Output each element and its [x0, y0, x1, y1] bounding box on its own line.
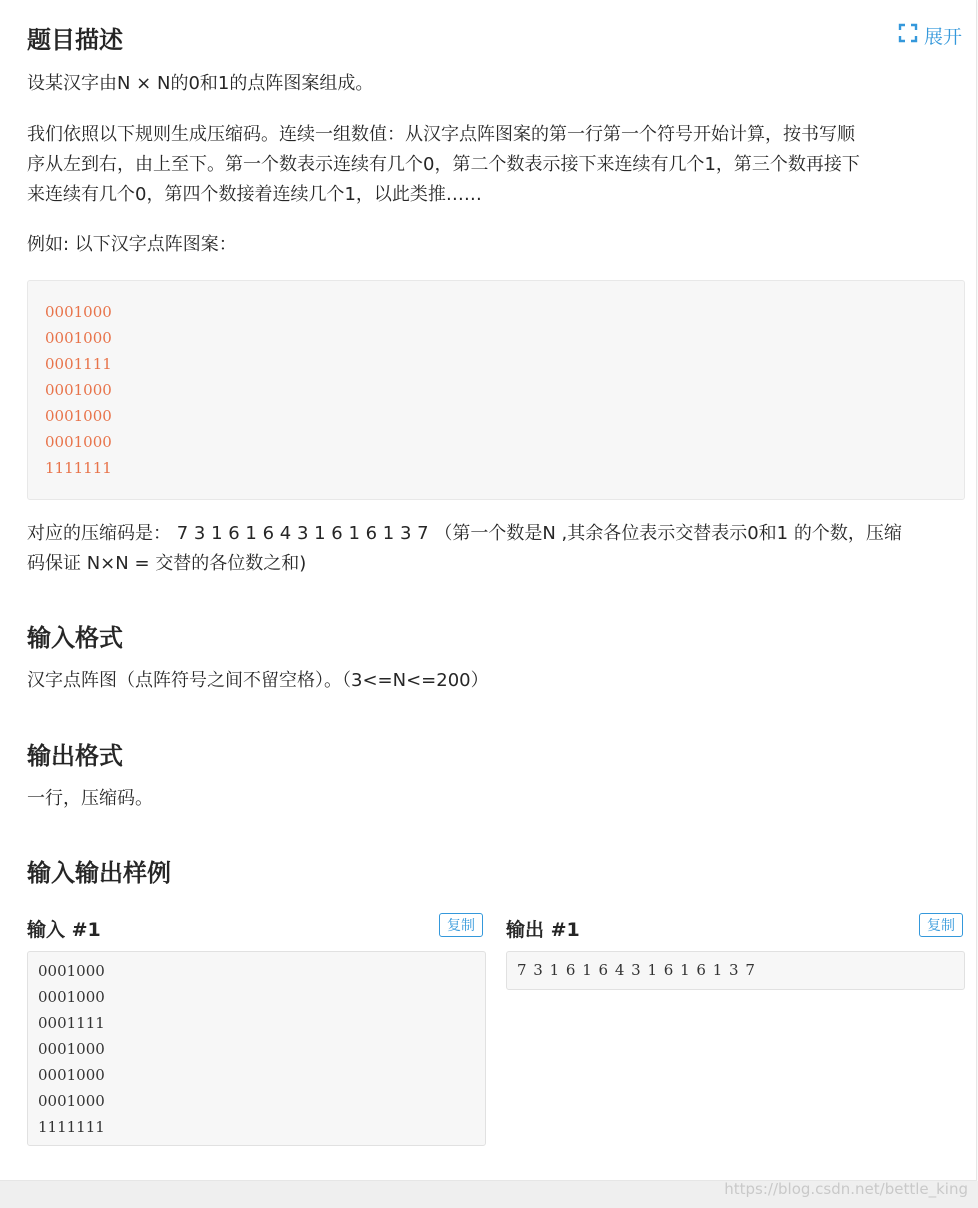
expand-button[interactable]: [898, 22, 962, 49]
example-line: 0001000: [45, 329, 112, 347]
output-format-text: 一行，压缩码。: [27, 788, 153, 809]
sample-input-line: 0001000: [38, 1066, 105, 1084]
output-format-title: 输出格式: [27, 742, 123, 770]
watermark: https://blog.csdn.net/bettle_king: [724, 1180, 968, 1198]
description-p4-line1: 对应的压缩码是： 7 3 1 6 1 6 4 3 1 6 1 6 1 3 7 （第一个数是N ,其余各位表示交替表示0和1 的个数，压缩: [27, 523, 902, 544]
example-line: 0001000: [45, 381, 112, 399]
problem-description-title: 题目描述: [27, 26, 123, 54]
description-p4-line2: 码保证 N×N = 交替的各位数之和): [27, 553, 307, 574]
description-p2-line3: 来连续有几个0，第四个数接着连续几个1，以此类推……: [27, 184, 482, 205]
sample-output-box: [506, 951, 965, 990]
description-p1: 设某汉字由N × N的0和1的点阵图案组成。: [27, 73, 374, 94]
samples-title: 输入输出样例: [27, 859, 171, 887]
description-p2-line1: 我们依照以下规则生成压缩码。连续一组数值：从汉字点阵图案的第一行第一个符号开始计算，按书写顺: [27, 124, 855, 145]
sample-input-line: 0001000: [38, 962, 105, 980]
sample-input-line: 0001000: [38, 1092, 105, 1110]
sample-input-line: 0001111: [38, 1014, 105, 1032]
example-line: 0001000: [45, 303, 112, 321]
example-code-block: [27, 280, 965, 500]
example-line: 0001000: [45, 407, 112, 425]
input-format-text: 汉字点阵图（点阵符号之间不留空格）。（3<=N<=200）: [27, 670, 489, 691]
description-p2-line2: 序从左到右，由上至下。第一个数表示连续有几个0，第二个数表示接下来连续有几个1，第三个数再接下: [27, 154, 860, 175]
input-format-title: 输入格式: [27, 624, 123, 652]
description-p3: 例如: 以下汉字点阵图案：: [27, 234, 237, 255]
copy-input-button[interactable]: 复制: [439, 913, 483, 937]
copy-output-button[interactable]: 复制: [919, 913, 963, 937]
sample-input-line: 0001000: [38, 1040, 105, 1058]
sample-input-label: 输入 #1: [27, 919, 101, 941]
example-line: 0001000: [45, 433, 112, 451]
expand-icon: [898, 23, 918, 48]
sample-input-line: 0001000: [38, 988, 105, 1006]
expand-label: 展开: [923, 26, 962, 48]
example-line: 0001111: [45, 355, 112, 373]
example-line: 1111111: [45, 459, 112, 477]
sample-input-line: 1111111: [38, 1118, 105, 1136]
sample-output-label: 输出 #1: [506, 919, 580, 941]
sample-output-line: 7 3 1 6 1 6 4 3 1 6 1 6 1 3 7: [517, 961, 755, 979]
sample-input-box: [27, 951, 486, 1146]
